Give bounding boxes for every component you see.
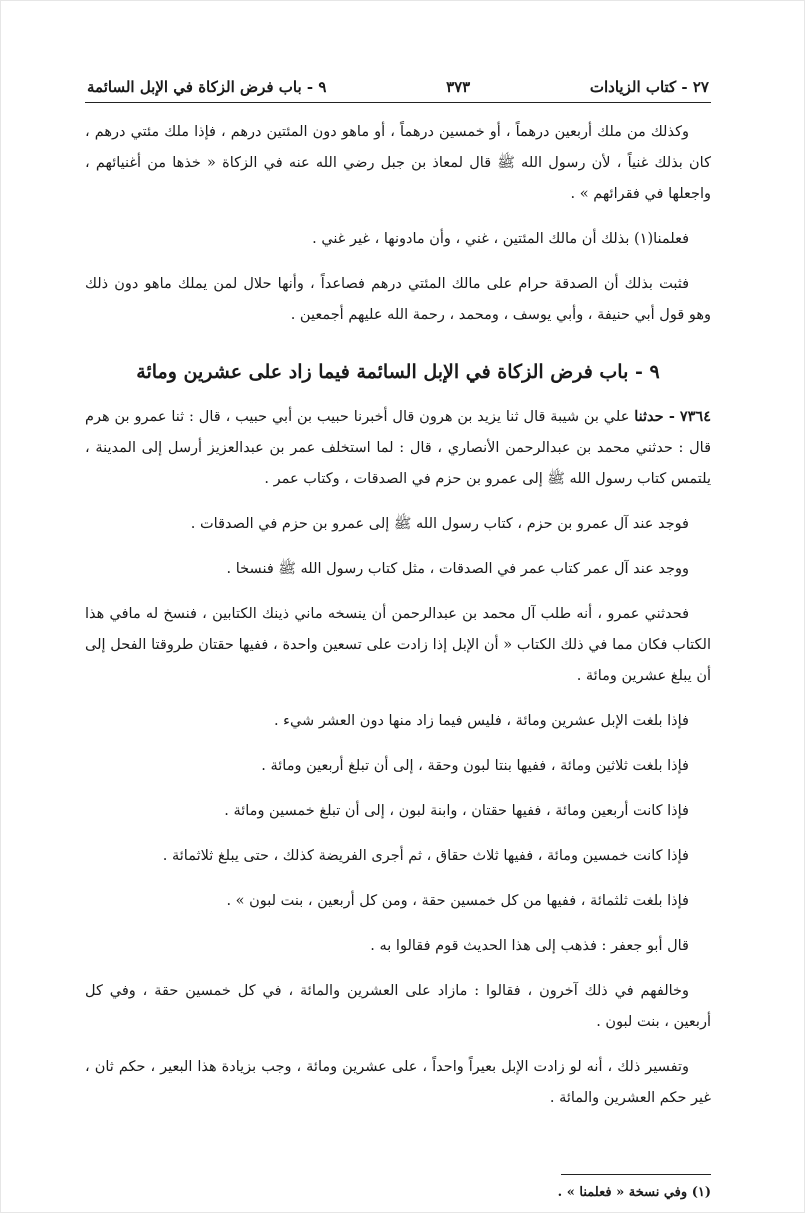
- paragraph: فحدثني عمرو ، أنه طلب آل محمد بن عبدالرحمن أن ينسخه ماني ذينك الكتابين ، فنسخ له مافي هذا الكتاب فكان مما في ذلك الكتاب « أن الإبل إذا زادت على تسعين واحدة ، ففيها حقتان طروقتا الفحل إلى أن يبلغ عشرين ومائة .: [85, 606, 711, 684]
- paragraph: فثبت بذلك أن الصدقة حرام على مالك المئتي درهم فصاعداً ، وأنها حلال لمن يملك ماهو دون ذلك وهو قول أبي حنيفة ، وأبي يوسف ، ومحمد ، رحمة الله عليهم أجمعين .: [85, 276, 711, 323]
- hadith-text: علي بن شيبة قال ثنا يزيد بن هرون قال أخبرنا حبيب بن أبي حبيب ، قال : ثنا عمرو بن هرم قال : حدثني محمد بن عبدالرحمن الأنصاري ، قال : لما استخلف عمر بن عبدالعزيز أرسل إلى المدينة ، يلتمس كتاب رسول الله ﷺ إلى عمرو بن حزم في الصدقات ، وكتاب عمر .: [85, 409, 711, 487]
- paragraph: فإذا كانت أربعين ومائة ، ففيها حقتان ، وابنة لبون ، إلى أن تبلغ خمسين ومائة .: [224, 803, 689, 819]
- document-page: [85, 78, 711, 1205]
- paragraph: فإذا بلغت ثلثمائة ، ففيها من كل خمسين حقة ، ومن كل أربعين ، بنت لبون » .: [226, 893, 689, 909]
- hadith-paragraph: [85, 401, 711, 495]
- footnote: (١) وفي نسخة « فعلمنا » .: [557, 1185, 711, 1200]
- paragraph: وخالفهم في ذلك آخرون ، فقالوا : مازاد على العشرين والمائة ، في كل خمسين حقة ، وفي كل أربعين ، بنت لبون .: [85, 983, 711, 1030]
- hadith-lead: - حدثنا: [634, 408, 675, 425]
- paragraph: ووجد عند آل عمر كتاب عمر في الصدقات ، مثل كتاب رسول الله ﷺ فنسخا .: [226, 561, 689, 577]
- footnote-divider: [561, 1174, 711, 1175]
- header-book-title: ٢٧ - كتاب الزيادات: [589, 78, 709, 96]
- paragraph: فإذا بلغت ثلاثين ومائة ، ففيها بنتا لبون وحقة ، إلى أن تبلغ أربعين ومائة .: [261, 758, 689, 774]
- paragraph: وكذلك من ملك أربعين درهماً ، أو خمسين درهماً ، أو ماهو دون المئتين درهم ، فإذا ملك مئتي درهم ، كان بذلك غنياً ، لأن رسول الله ﷺ قال لمعاذ بن جبل رضي الله عنه في الزكاة « خذها من أغنيائهم ، واجعلها في فقرائهم » .: [85, 124, 711, 202]
- hadith-number: ٧٣٦٤: [679, 408, 711, 425]
- paragraph: فوجد عند آل عمرو بن حزم ، كتاب رسول الله ﷺ إلى عمرو بن حزم في الصدقات .: [190, 516, 689, 532]
- page-number: ٣٧٣: [446, 78, 471, 96]
- paragraph: قال أبو جعفر : فذهب إلى هذا الحديث قوم فقالوا به .: [370, 938, 689, 954]
- header-chapter-title: ٩ - باب فرض الزكاة في الإبل السائمة: [87, 78, 327, 96]
- running-header: [85, 78, 711, 103]
- paragraph: فإذا كانت خمسين ومائة ، ففيها ثلاث حقاق ، ثم أجرى الفريضة كذلك ، حتى يبلغ ثلاثمائة .: [162, 848, 689, 864]
- paragraph: فإذا بلغت الإبل عشرين ومائة ، فليس فيما زاد منها دون العشر شيء .: [273, 713, 689, 729]
- paragraph: وتفسير ذلك ، أنه لو زادت الإبل بعيراً واحداً ، على عشرين ومائة ، وجب بزيادة هذا البعير ، حكم ثان ، غير حكم العشرين والمائة .: [85, 1059, 711, 1106]
- paragraph: فعلمنا(١) بذلك أن مالك المئتين ، غني ، وأن مادونها ، غير غني .: [312, 231, 689, 247]
- chapter-heading: ٩ - باب فرض الزكاة في الإبل السائمة فيما زاد على عشرين ومائة: [136, 361, 660, 383]
